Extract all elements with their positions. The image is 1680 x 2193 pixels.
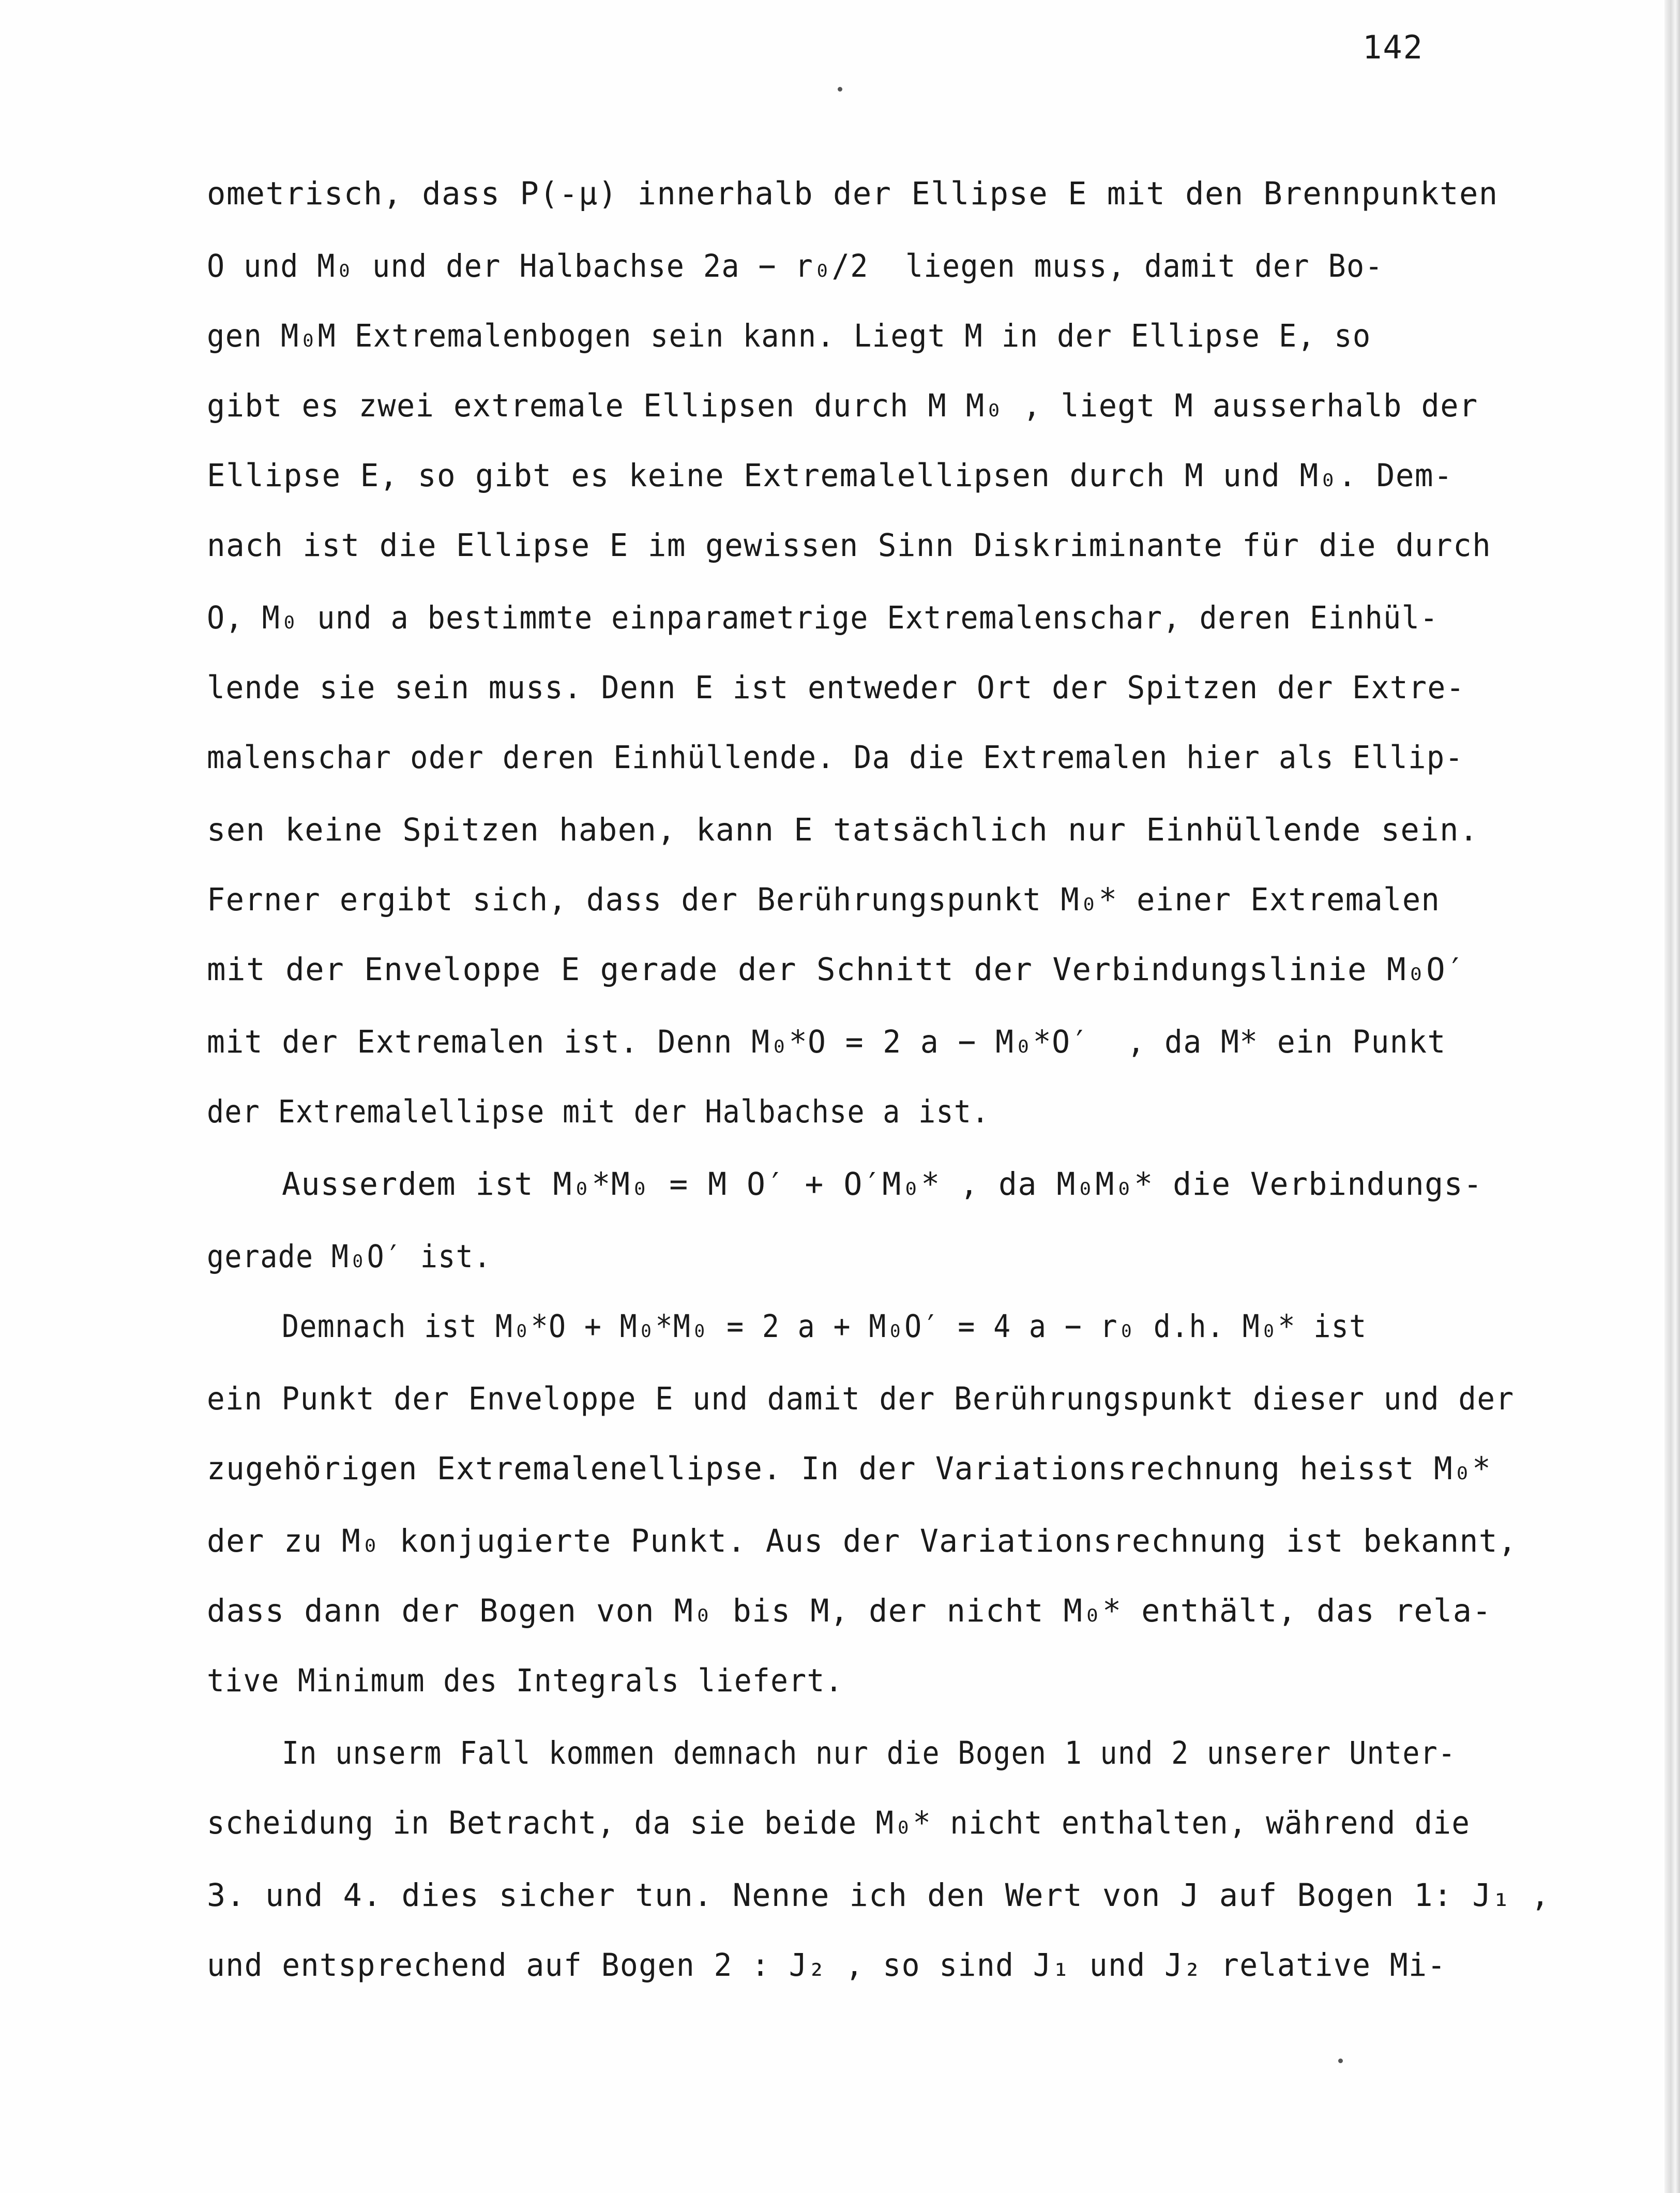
text-line: 3. und 4. dies sicher tun. Nenne ich den Wert von J auf Bogen 1: J₁ , [207, 1877, 1550, 1914]
text-line: sen keine Spitzen haben, kann E tatsächlich nur Einhüllende sein. [207, 812, 1479, 848]
text-line: mit der Extremalen ist. Denn M₀*O = 2 a − M₀*O′ , da M* ein Punkt [207, 1024, 1446, 1060]
text-line: Demnach ist M₀*O + M₀*M₀ = 2 a + M₀O′ = 4 a − r₀ d.h. M₀* ist [282, 1308, 1367, 1345]
text-line: O und M₀ und der Halbachse 2a − r₀/2 liegen muss, damit der Bo- [207, 248, 1384, 284]
text-line: gibt es zwei extremale Ellipsen durch M M₀ , liegt M ausserhalb der [207, 387, 1478, 424]
text-line: malenschar oder deren Einhüllende. Da die Extremalen hier als Ellip- [207, 739, 1464, 776]
text-line: nach ist die Ellipse E im gewissen Sinn Diskriminante für die durch [207, 527, 1492, 564]
text-line: gen M₀M Extremalenbogen sein kann. Liegt M in der Ellipse E, so [207, 318, 1371, 354]
text-line: dass dann der Bogen von M₀ bis M, der nicht M₀* enthält, das rela- [207, 1593, 1492, 1629]
text-line: scheidung in Betracht, da sie beide M₀* nicht enthalten, während die [207, 1805, 1471, 1841]
ink-speck [838, 87, 842, 92]
text-line: Ausserdem ist M₀*M₀ = M O′ + O′M₀* , da M₀M₀* die Verbindungs- [282, 1166, 1483, 1203]
text-line: ometrisch, dass P(-μ) innerhalb der Ellipse E mit den Brennpunkten [207, 175, 1499, 212]
text-line: der zu M₀ konjugierte Punkt. Aus der Variationsrechnung ist bekannt, [207, 1523, 1518, 1559]
ink-speck [1338, 2059, 1343, 2063]
text-line: Ferner ergibt sich, dass der Berührungspunkt M₀* einer Extremalen [207, 881, 1441, 918]
text-line: zugehörigen Extremalenellipse. In der Variationsrechnung heisst M₀* [207, 1450, 1492, 1487]
text-line: O, M₀ und a bestimmte einparametrige Extremalenschar, deren Einhül- [207, 599, 1439, 636]
page-number: 142 [1363, 28, 1424, 66]
text-line: gerade M₀O′ ist. [207, 1238, 492, 1275]
text-line: mit der Enveloppe E gerade der Schnitt der Verbindungslinie M₀O′ [207, 951, 1466, 988]
text-line: der Extremalellipse mit der Halbachse a ist. [207, 1093, 990, 1130]
text-line: ein Punkt der Enveloppe E und damit der Berührungspunkt dieser und der [207, 1380, 1515, 1417]
text-line: tive Minimum des Integrals liefert. [207, 1662, 843, 1699]
text-line: In unserm Fall kommen demnach nur die Bogen 1 und 2 unserer Unter- [282, 1735, 1456, 1771]
text-line: Ellipse E, so gibt es keine Extremalellipsen durch M und M₀. Dem- [207, 457, 1454, 494]
page-edge [1664, 0, 1680, 2193]
text-line: und entsprechend auf Bogen 2 : J₂ , so sind J₁ und J₂ relative Mi- [207, 1947, 1446, 1984]
text-line: lende sie sein muss. Denn E ist entweder Ort der Spitzen der Extre- [207, 669, 1465, 706]
